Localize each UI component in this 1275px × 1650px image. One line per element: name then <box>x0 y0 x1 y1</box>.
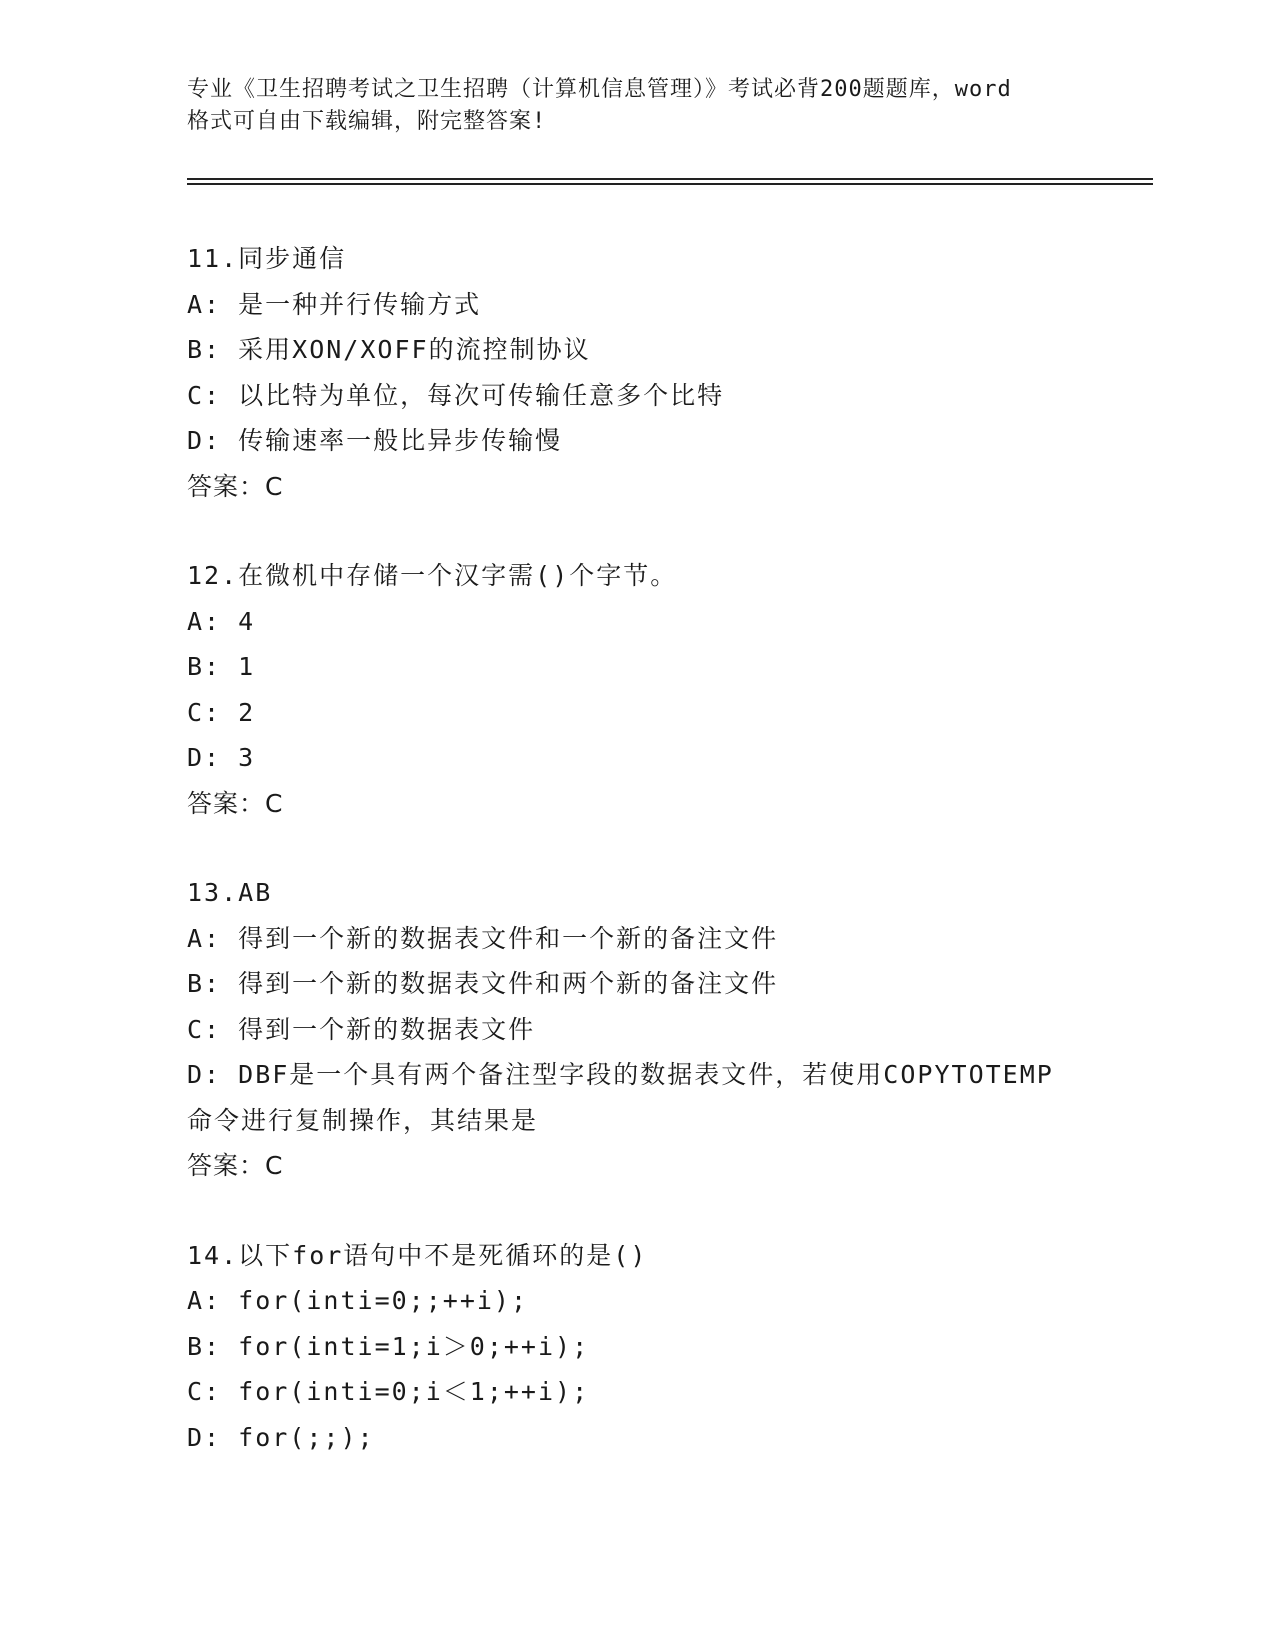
option-c: C: 2 <box>187 697 256 727</box>
option-a: A: 得到一个新的数据表文件和一个新的备注文件 <box>187 923 779 953</box>
header-divider-top <box>187 178 1153 180</box>
question-item <box>187 870 1087 1189</box>
question-stem: 14.以下for语句中不是死循环的是() <box>187 1240 648 1270</box>
option-a: A: 4 <box>187 606 256 636</box>
header-line-1: 专业《卫生招聘考试之卫生招聘（计算机信息管理）》考试必背200题题库，word <box>187 77 1012 102</box>
option-b: B: for(inti=1;i＞0;++i); <box>187 1331 590 1361</box>
option-c: C: for(inti=0;i＜1;++i); <box>187 1377 590 1406</box>
question-item <box>187 1233 1087 1461</box>
question-stem: 13.AB <box>187 878 273 907</box>
option-a: A: for(inti=0;;++i); <box>187 1286 529 1315</box>
option-d: D: for(;;); <box>187 1422 375 1452</box>
question-item <box>187 553 1087 826</box>
question-stem: 11.同步通信 <box>187 244 347 273</box>
header-divider-bottom <box>187 183 1153 185</box>
option-b: B: 1 <box>187 652 256 681</box>
answer-line: 答案：C <box>187 788 284 818</box>
option-d: D: DBF是一个具有两个备注型字段的数据表文件，若使用COPYTOTEMP <box>187 1060 1054 1089</box>
option-c: C: 得到一个新的数据表文件 <box>187 1014 536 1044</box>
document-header <box>187 74 1087 138</box>
answer-line: 答案：C <box>187 471 284 501</box>
answer-line: 答案：C <box>187 1151 284 1180</box>
option-d: D: 传输速率一般比异步传输慢 <box>187 426 563 455</box>
question-list <box>187 236 1087 1504</box>
option-a: A: 是一种并行传输方式 <box>187 289 482 319</box>
option-c: C: 以比特为单位，每次可传输任意多个比特 <box>187 380 725 410</box>
option-b: B: 采用XON/XOFF的流控制协议 <box>187 335 591 364</box>
header-line-2: 格式可自由下载编辑，附完整答案! <box>187 109 547 134</box>
option-b: B: 得到一个新的数据表文件和两个新的备注文件 <box>187 969 779 998</box>
option-d-continued: 命令进行复制操作，其结果是 <box>187 1105 539 1135</box>
question-item <box>187 236 1087 509</box>
question-stem: 12.在微机中存储一个汉字需()个字节。 <box>187 561 678 590</box>
option-d: D: 3 <box>187 743 256 772</box>
